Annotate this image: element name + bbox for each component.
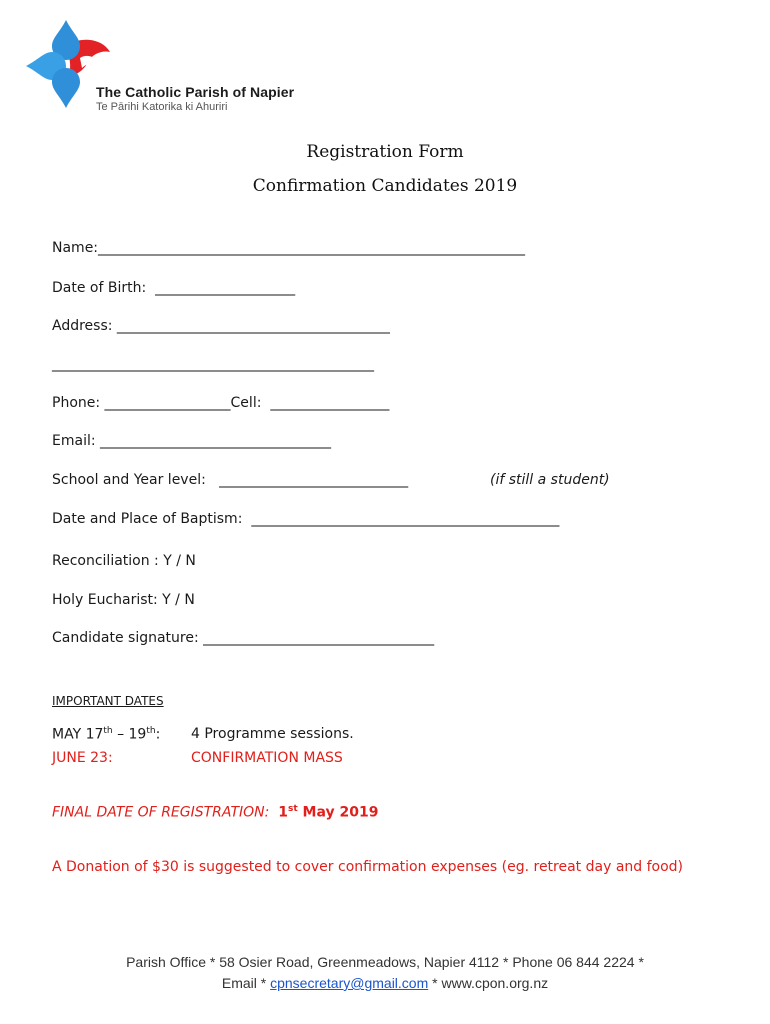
phone-cell-field[interactable]: Phone: __________________Cell: _________________ — [52, 395, 390, 411]
school-note: (if still a student) — [490, 472, 610, 488]
june-event: CONFIRMATION MASS — [191, 750, 343, 766]
final-registration-date: FINAL DATE OF REGISTRATION: 1st May 2019 — [52, 804, 379, 821]
address-field[interactable]: Address: _______________________________________ — [52, 318, 390, 334]
email-link[interactable]: cpnsecretary@gmail.com — [270, 975, 429, 991]
form-subtitle: Confirmation Candidates 2019 — [252, 176, 518, 196]
org-subtitle: Te Pārihi Katorika ki Ahuriri — [96, 101, 228, 113]
footer-contact: Email * cpnsecretary@gmail.com * www.cpon.org.nz — [221, 975, 549, 991]
june-date: JUNE 23: — [52, 750, 113, 766]
reconciliation-field[interactable]: Reconciliation : Y / N — [52, 553, 196, 569]
name-field[interactable]: Name:_____________________________________________________________ — [52, 240, 526, 256]
donation-note: A Donation of $30 is suggested to cover confirmation expenses (eg. retreat day and food) — [52, 859, 684, 875]
address-field-line2[interactable]: ______________________________________________ — [52, 356, 374, 372]
important-dates-heading: IMPORTANT DATES — [52, 694, 164, 708]
signature-field[interactable]: Candidate signature: _________________________________ — [52, 630, 435, 646]
school-field[interactable]: School and Year level: ___________________________ — [52, 472, 409, 488]
baptism-field[interactable]: Date and Place of Baptism: ____________________________________________ — [52, 511, 560, 527]
dob-field[interactable]: Date of Birth: ____________________ — [52, 280, 296, 296]
email-field[interactable]: Email: _________________________________ — [52, 433, 332, 449]
may-event: 4 Programme sessions. — [191, 726, 354, 742]
may-date: MAY 17th – 19th: — [52, 726, 161, 743]
org-name: The Catholic Parish of Napier — [96, 84, 295, 100]
form-title: Registration Form — [306, 142, 464, 162]
eucharist-field[interactable]: Holy Eucharist: Y / N — [52, 592, 195, 608]
footer-address: Parish Office * 58 Osier Road, Greenmeadows, Napier 4112 * Phone 06 844 2224 * — [126, 954, 644, 970]
